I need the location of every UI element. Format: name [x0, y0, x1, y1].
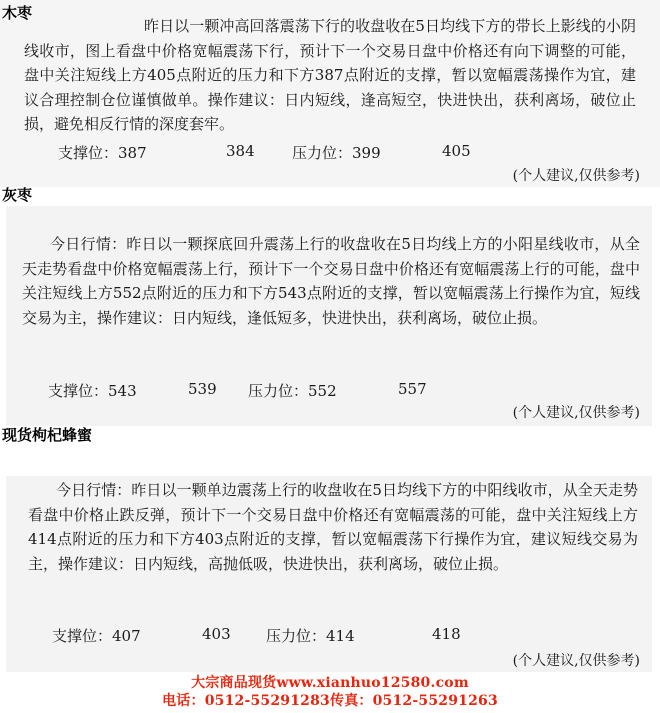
support-level-2: 384	[226, 142, 255, 160]
support-level-2: 403	[202, 625, 231, 643]
disclaimer-note: (个人建议,仅供参考)	[512, 653, 640, 669]
section-body-muzao: 昨日以一颗冲高回落震荡下行的收盘收在5日均线下方的带长上影线的小阴线收市，图上看盘中价格宽幅震荡下行，预计下一个交易日盘中价格还有向下调整的可能，盘中关注短线上方405点附近的压力和下方387点附近的支撑，暂以宽幅震荡操作为宜，建议合理控制仓位谨慎做单。操作建议：日内短线，逢高短空，快进快出，获利离场，破位止损，避免相反行情的深度套牢。	[24, 17, 636, 133]
section-heading-muzao: 木枣	[2, 4, 33, 22]
section-heading-huizao: 灰枣	[2, 186, 33, 204]
levels-row-gouqi	[52, 625, 472, 645]
support-level: 支撑位：543	[48, 382, 137, 400]
resistance-level-2: 405	[442, 142, 471, 160]
support-level: 支撑位：407	[52, 627, 141, 645]
disclaimer-note: (个人建议,仅供参考)	[512, 405, 640, 421]
footer-contact: 电话：0512-55291283传真：0512-55291263	[162, 693, 498, 709]
support-level: 支撑位：387	[58, 144, 147, 162]
section-body-huizao: 今日行情：昨日以一颗探底回升震荡上行的收盘收在5日均线上方的小阳星线收市，从全天走势看盘中价格宽幅震荡上行，预计下一个交易日盘中价格还有宽幅震荡上行的可能，盘中关注短线上方552点附近的压力和下方543点附近的支撑，暂以宽幅震荡上行操作为宜，短线交易为主，操作建议：日内短线，逢低短多，快进快出，获利离场，破位止损。	[22, 235, 640, 327]
resistance-level: 压力位：399	[292, 144, 381, 162]
resistance-level-2: 557	[398, 380, 427, 398]
section-body-gouqi: 今日行情：昨日以一颗单边震荡上行的收盘收在5日均线下方的中阳线收市，从全天走势看盘中价格止跌反弹，预计下一个交易日盘中价格还有宽幅震荡的可能，盘中关注短线上方414点附近的压力和下方403点附近的支撑，暂以宽幅震荡下行操作为宜，建议短线交易为主，操作建议：日内短线，高抛低吸，快进快出，获利离场，破位止损。	[28, 481, 638, 573]
levels-row-muzao	[58, 142, 478, 162]
resistance-level: 压力位：414	[266, 627, 355, 645]
levels-row-huizao	[48, 380, 468, 400]
resistance-level-2: 418	[432, 625, 461, 643]
disclaimer-note: (个人建议,仅供参考)	[512, 168, 640, 184]
resistance-level: 压力位：552	[248, 382, 337, 400]
section-heading-gouqi: 现货枸杞蜂蜜	[2, 426, 93, 444]
support-level-2: 539	[188, 380, 217, 398]
footer-website: 大宗商品现货www.xianhuo12580.com	[191, 675, 469, 691]
